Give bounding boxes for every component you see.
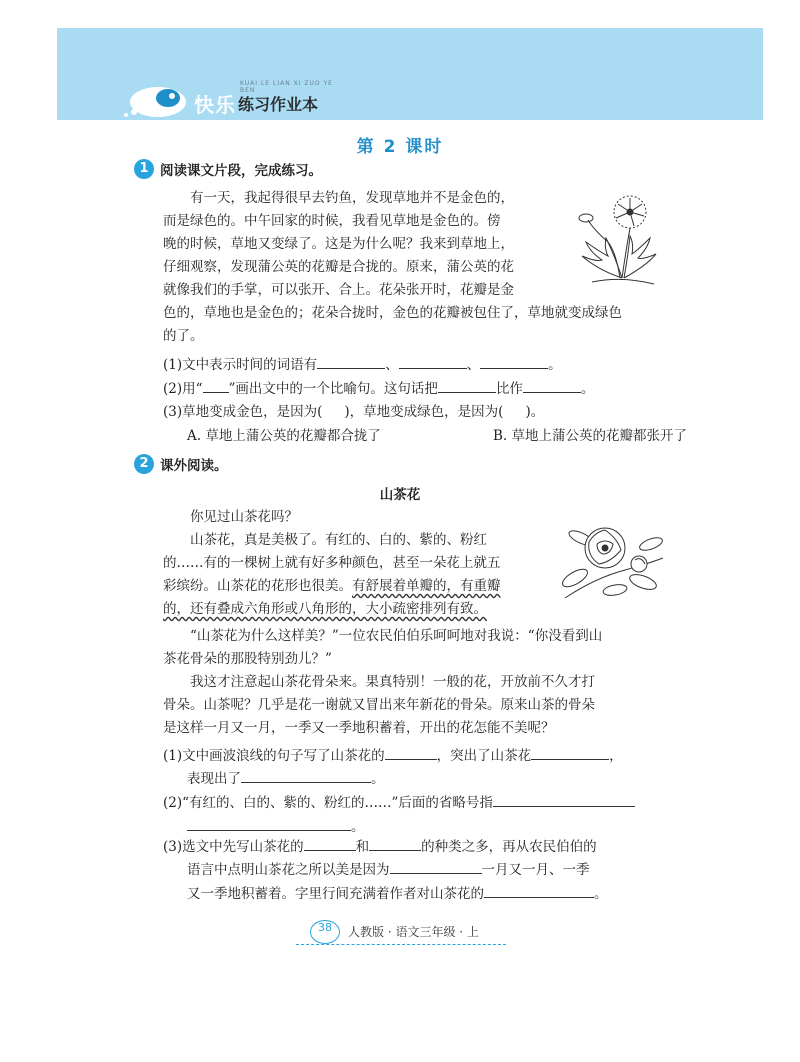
sub-text: 。	[548, 357, 562, 373]
q2-subquestion-1	[163, 745, 683, 768]
sub-text: 表现出了	[187, 771, 241, 787]
passage-line: 色的，草地也是金色的；花朵合拢时，金色的花瓣被包住了，草地就变成绿色	[163, 305, 622, 321]
passage-line: 你见过山茶花吗？	[190, 509, 298, 525]
q2-subquestion-3-cont2	[187, 883, 687, 906]
q1-options	[187, 425, 687, 448]
answer-blank[interactable]	[523, 378, 581, 393]
sub-text: 一月又一月、一季	[481, 862, 590, 878]
question-number-badge: 2	[134, 454, 154, 474]
answer-blank[interactable]	[369, 836, 421, 851]
sub-text: 的种类之多，再从农民伯伯的	[421, 839, 597, 855]
question-1-instruction: 阅读课文片段，完成练习。	[160, 163, 322, 179]
sub-text: ，	[609, 748, 623, 764]
sub-text: ，突出了山茶花	[436, 748, 532, 764]
option-b: B. 草地上蒲公英的花瓣都张开了	[492, 428, 687, 444]
answer-blank[interactable]	[304, 836, 356, 851]
sub-text: 和	[355, 839, 370, 855]
answer-blank[interactable]	[390, 859, 482, 874]
lesson-title: 第 2 课时	[356, 137, 444, 157]
q2-passage-top	[163, 506, 553, 621]
passage-text: 彩缤纷。山茶花的花形也很美。	[163, 578, 352, 594]
page-footer	[0, 920, 800, 946]
passage-line: 茶花骨朵的那股特别劲儿？”	[163, 651, 332, 667]
brand-logo	[120, 80, 350, 120]
wavy-underlined-sentence: 的，还有叠成六角形或八角形的，大小疏密排列有致。	[163, 601, 487, 617]
sub-text: )。	[525, 404, 545, 420]
answer-blank[interactable]	[480, 354, 548, 369]
sub-text: 。	[594, 886, 608, 902]
answer-blank[interactable]	[187, 816, 351, 831]
passage-line: 而是绿色的。中午回家的时候，我看见草地是金色的。傍	[163, 213, 501, 229]
q2-subquestion-2	[163, 792, 683, 815]
q2-subquestion-1-cont	[187, 768, 707, 791]
sub-text: 比作	[495, 381, 523, 397]
passage-line: 山茶花，真是美极了。有红的、白的、紫的、粉红	[190, 532, 487, 548]
sub-text: (1)文中表示时间的词语有	[163, 357, 318, 373]
passage-line	[163, 598, 553, 621]
passage-line: 我这才注意起山茶花骨朵来。果真特别！一般的花，开放前不久才打	[190, 674, 595, 690]
answer-blank[interactable]	[241, 768, 371, 783]
question-2-header	[134, 452, 228, 476]
dandelion-illustration	[568, 190, 668, 295]
footer-divider	[296, 944, 506, 945]
passage-line: 晚的时候，草地又变绿了。这是为什么呢？我来到草地上，	[163, 236, 514, 252]
edition-label: 人教版 · 语文三年级 · 上	[348, 925, 479, 939]
sub-text: 、	[385, 357, 399, 373]
sub-text: 。	[351, 819, 365, 835]
answer-blank[interactable]	[484, 883, 594, 898]
passage-line	[163, 575, 553, 598]
passage-line: 有一天，我起得很早去钓鱼，发现草地并不是金色的，	[190, 190, 514, 206]
passage-line: “山茶花为什么这样美？”一位农民伯伯乐呵呵地对我说：“你没看到山	[190, 628, 603, 644]
story-title: 山茶花	[379, 487, 421, 503]
mascot-icon	[120, 82, 190, 120]
q1-subquestion-3	[163, 401, 683, 424]
passage-line: 的了。	[163, 328, 204, 344]
sub-text: 。	[580, 381, 595, 397]
sub-text: 。	[371, 771, 385, 787]
sub-text: (2)“有红的、白的、紫的、粉红的……”后面的省略号指	[163, 795, 493, 811]
q1-subquestion-1	[163, 354, 683, 377]
passage-line: 是这样一月又一月，一季又一季地积蓄着，开出的花怎能不美呢？	[163, 720, 555, 736]
question-2-instruction: 课外阅读。	[160, 458, 228, 474]
logo-main-text: 快乐	[194, 93, 236, 117]
sub-text: 、	[466, 357, 481, 373]
answer-blank[interactable]	[438, 378, 496, 393]
option-a: A. 草地上蒲公英的花瓣都合拢了	[187, 428, 381, 444]
q2-subquestion-3	[163, 836, 683, 859]
sub-text: (3)选文中先写山茶花的	[163, 839, 304, 855]
passage-line: 就像我们的手掌，可以张开、合上。花朵张开时，花瓣是金	[163, 282, 514, 298]
sub-text: (3)草地变成金色，是因为(	[163, 404, 323, 420]
q2-passage-bottom	[163, 625, 683, 740]
page-number: 38	[310, 920, 340, 944]
passage-line: 骨朵。山茶呢？几乎是花一谢就又冒出来年新花的骨朵。原来山茶的骨朵	[163, 697, 595, 713]
sub-text: (1)文中画波浪线的句子写了山茶花的	[163, 748, 385, 764]
q2-subquestion-3-cont	[187, 859, 687, 882]
sub-text: 语言中点明山茶花之所以美是因为	[187, 862, 390, 878]
logo-sub-text: 练习作业本	[238, 95, 319, 114]
camellia-illustration	[555, 518, 667, 608]
sub-text: (2)用“	[163, 381, 203, 397]
answer-blank[interactable]	[385, 745, 437, 760]
answer-blank[interactable]	[399, 354, 467, 369]
sub-text: 又一季地积蓄着。字里行间充满着作者对山茶花的	[187, 886, 484, 902]
answer-blank[interactable]	[317, 354, 385, 369]
answer-blank[interactable]	[531, 745, 609, 760]
sub-text: )，草地变成绿色，是因为(	[344, 404, 504, 420]
question-number-badge: 1	[134, 159, 154, 179]
sub-text: ”画出文中的一个比喻句。这句话把	[228, 381, 438, 397]
question-1-header	[134, 157, 322, 181]
logo-pinyin: KUAI LE LIAN XI ZUO YE BEN	[240, 80, 333, 94]
passage-line: 仔细观察，发现蒲公英的花瓣是合拢的。原来，蒲公英的花	[163, 259, 514, 275]
answer-blank[interactable]	[493, 792, 635, 807]
q1-subquestion-2	[163, 378, 683, 401]
underline-symbol	[203, 378, 229, 393]
passage-line: 的……有的一棵树上就有好多种颜色，甚至一朵花上就五	[163, 555, 501, 571]
wavy-underlined-sentence: 有舒展着单瓣的，有重瓣	[352, 578, 501, 594]
